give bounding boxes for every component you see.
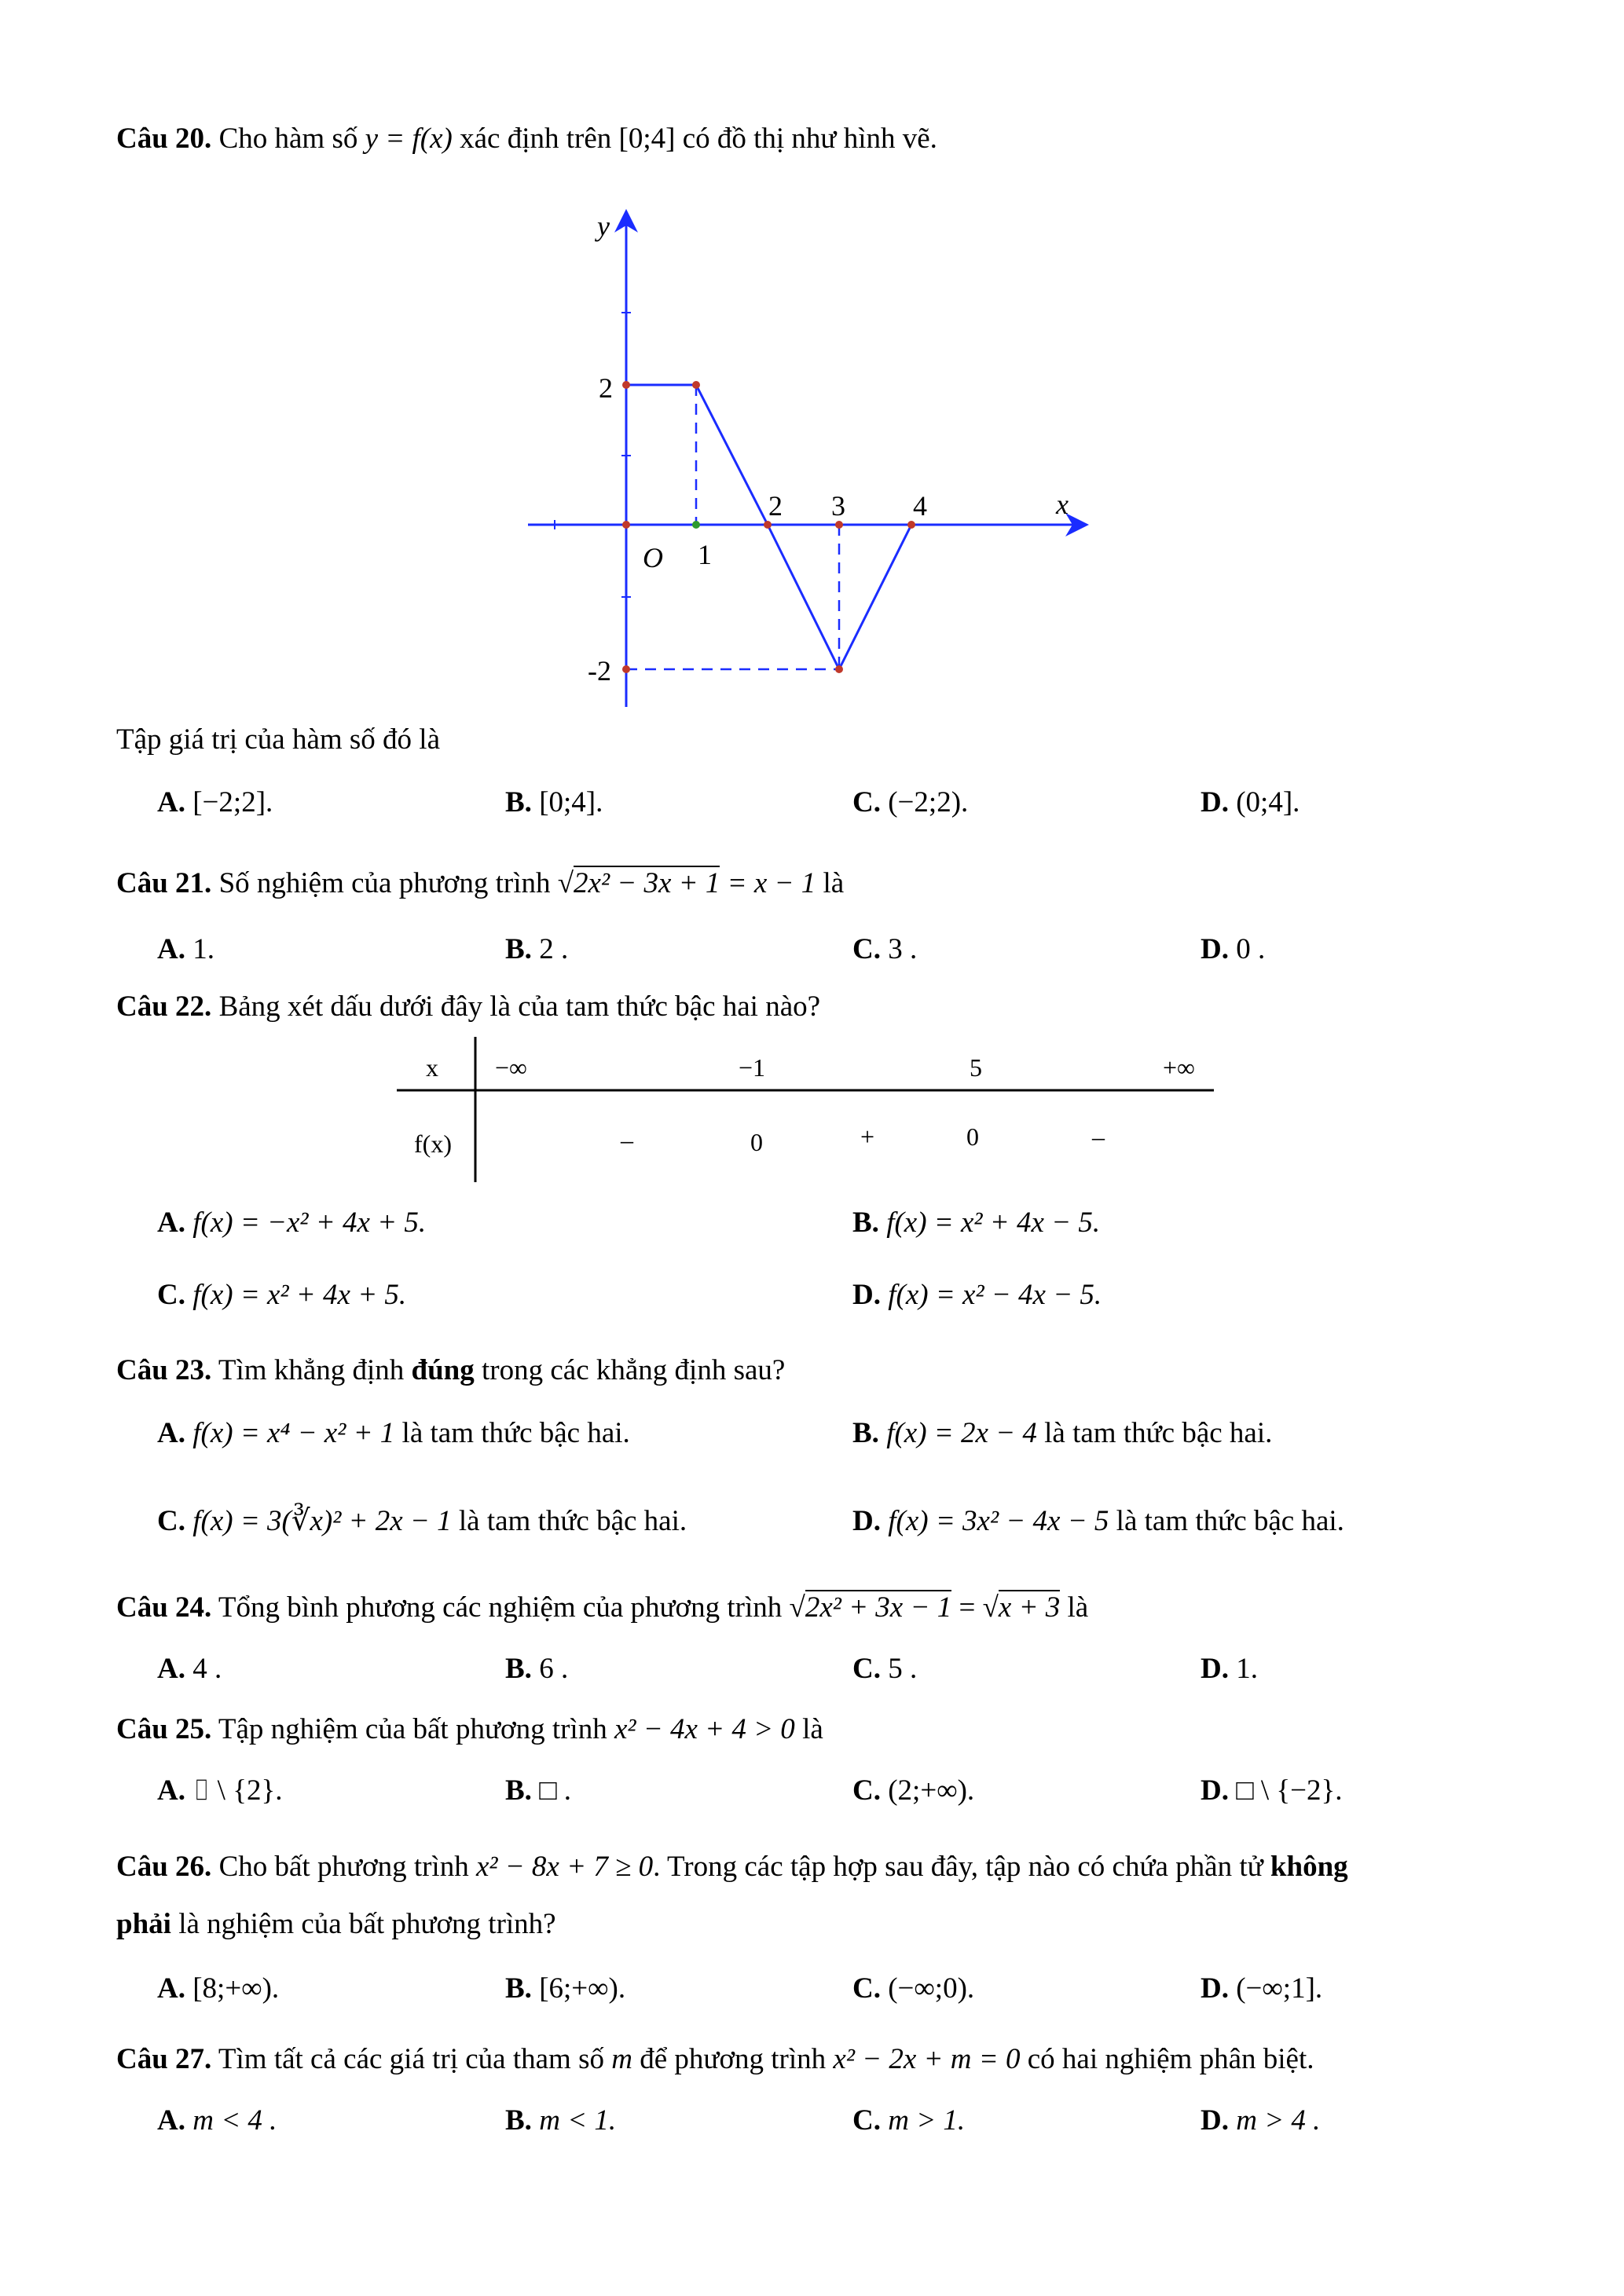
option-b	[852, 1206, 1100, 1240]
question-text: Bảng xét dấu dưới đây là của tam thức bậc hai nào?	[218, 991, 821, 1023]
option-value: f(x) = 2x − 4	[886, 1417, 1037, 1449]
question-emphasis: đúng	[411, 1354, 475, 1386]
question-text: Tìm tất cả các giá trị của tham số	[218, 2043, 604, 2075]
radical: √x + 3	[982, 1591, 1061, 1624]
option-value: □ \ {−2}.	[1236, 1774, 1343, 1807]
option-value: (−∞;0).	[888, 1972, 975, 2005]
radical: √2x² − 3x + 1	[557, 867, 720, 899]
option-label: D.	[1201, 1972, 1229, 2005]
question-number: Câu 26.	[116, 1851, 212, 1883]
question-text: là	[802, 1713, 823, 1745]
tick-label: 4	[913, 490, 927, 522]
option-value: m > 4 .	[1236, 2104, 1321, 2137]
question-27	[116, 2042, 1314, 2077]
option-value: 0 .	[1236, 933, 1266, 965]
question-text: là nghiệm của bất phương trình?	[178, 1908, 556, 1940]
option-label: A.	[157, 1653, 185, 1685]
option-label: B.	[505, 1653, 532, 1685]
option-label: B.	[505, 2104, 532, 2137]
option-a	[157, 1652, 222, 1686]
option-label: A.	[157, 2104, 185, 2137]
inequality: x² − 8x + 7 ≥ 0	[475, 1851, 654, 1883]
radicand: 2x² − 3x + 1	[574, 867, 720, 899]
graph-point	[835, 665, 843, 673]
option-label: A.	[157, 1972, 185, 2005]
origin-label: O	[643, 542, 663, 573]
option-value: [−2;2].	[192, 786, 273, 818]
option-b	[505, 1972, 625, 2006]
option-label: A.	[157, 786, 185, 818]
question-text: xác định trên	[460, 123, 612, 155]
option-value: f(x) = x⁴ − x² + 1	[192, 1417, 395, 1449]
option-d	[852, 1504, 1344, 1539]
radical: √2x² + 3x − 1	[789, 1591, 952, 1624]
option-tail: là tam thức bậc hai.	[401, 1417, 630, 1449]
option-c	[852, 1972, 974, 2006]
sign: 0	[966, 1122, 979, 1151]
radicand: x + 3	[998, 1591, 1061, 1624]
option-value: 6 .	[539, 1653, 569, 1685]
question-number: Câu 21.	[116, 867, 212, 899]
question-text: trong các khẳng định sau?	[482, 1354, 786, 1386]
y-axis-label: y	[597, 211, 610, 242]
question-number: Câu 22.	[116, 991, 212, 1023]
question-21	[116, 866, 844, 901]
sign: –	[1092, 1122, 1105, 1151]
option-label: A.	[157, 1207, 185, 1239]
option-label: B.	[852, 1207, 879, 1239]
question-emphasis: không	[1270, 1851, 1348, 1883]
x-value: +∞	[1163, 1053, 1195, 1082]
option-value: f(x) = x² + 4x + 5.	[192, 1279, 407, 1311]
option-value: □ .	[539, 1774, 572, 1807]
option-c	[852, 932, 917, 967]
equation-rhs: = x − 1	[727, 867, 816, 899]
question-text: để phương trình	[640, 2043, 827, 2075]
option-label: D.	[852, 1279, 881, 1311]
option-c	[852, 785, 968, 820]
option-value: f(x) = x² + 4x − 5.	[886, 1207, 1101, 1239]
option-value: (0;4].	[1236, 786, 1300, 818]
tick-label: 2	[768, 490, 783, 522]
tick-label: -2	[588, 655, 611, 687]
option-label: C.	[852, 1774, 881, 1807]
sign: +	[860, 1122, 875, 1151]
question-26-cont	[116, 1907, 556, 1942]
table-row-head: f(x)	[414, 1130, 452, 1158]
option-label: D.	[852, 1505, 881, 1537]
option-d	[1201, 1774, 1343, 1808]
graph-point	[692, 381, 700, 389]
question-text: Tìm khẳng định	[218, 1354, 405, 1386]
option-value: 1.	[192, 933, 214, 965]
option-label: C.	[852, 786, 881, 818]
table-row-head: x	[426, 1053, 438, 1082]
option-value: f(x) = −x² + 4x + 5.	[192, 1207, 427, 1239]
x-value: 5	[970, 1053, 982, 1082]
option-label: D.	[1201, 933, 1229, 965]
option-value: [6;+∞).	[539, 1972, 626, 2005]
question-number: Câu 20.	[116, 123, 212, 155]
option-a	[157, 1206, 426, 1240]
x-axis-label: x	[1056, 489, 1069, 520]
option-value: f(x) = 3(∛x)² + 2x − 1	[192, 1505, 452, 1537]
option-b	[505, 1652, 568, 1686]
option-label: A.	[157, 1417, 185, 1449]
option-value: (2;+∞).	[888, 1774, 975, 1807]
graph-point	[622, 665, 630, 673]
x-value: −1	[739, 1053, 766, 1082]
option-c	[852, 1652, 917, 1686]
option-a	[157, 1416, 630, 1451]
option-value: 5 .	[888, 1653, 918, 1685]
option-tail: là tam thức bậc hai.	[1116, 1505, 1344, 1537]
question-number: Câu 24.	[116, 1591, 212, 1624]
option-value: m < 1.	[539, 2104, 617, 2137]
question-text: có đồ thị như hình vẽ.	[682, 123, 937, 155]
option-value: 1.	[1236, 1653, 1258, 1685]
question-text: Tổng bình phương các nghiệm của phương trình	[218, 1591, 783, 1624]
option-label: D.	[1201, 1774, 1229, 1807]
question-26	[116, 1850, 1348, 1884]
equation: x² − 2x + m = 0	[833, 2043, 1021, 2075]
option-value: f(x) = x² − 4x − 5.	[888, 1279, 1102, 1311]
option-value: ⌷ \ {2}.	[192, 1774, 283, 1807]
tick-label: 1	[698, 539, 712, 570]
option-c	[852, 2104, 965, 2138]
option-label: C.	[157, 1505, 185, 1537]
parameter: m	[611, 2043, 632, 2075]
option-a	[157, 1774, 282, 1808]
option-label: D.	[1201, 2104, 1229, 2137]
question-text: có hai nghiệm phân biệt.	[1027, 2043, 1314, 2075]
question-23	[116, 1353, 785, 1388]
question-text: Cho hàm số	[218, 123, 358, 155]
option-d	[1201, 2104, 1320, 2138]
graph-point	[907, 521, 915, 529]
question-number: Câu 25.	[116, 1713, 212, 1745]
option-b	[852, 1416, 1272, 1451]
option-value: 2 .	[539, 933, 569, 965]
option-d	[1201, 1972, 1322, 2006]
option-label: B.	[505, 786, 532, 818]
question-24	[116, 1591, 1088, 1625]
option-value: (−∞;1].	[1236, 1972, 1323, 2005]
graph-point	[764, 521, 772, 529]
question-text: Số nghiệm của phương trình	[218, 867, 551, 899]
question-text: Cho bất phương trình	[218, 1851, 469, 1883]
question-text: Tập nghiệm của bất phương trình	[218, 1713, 607, 1745]
option-b	[505, 2104, 616, 2138]
question-text: là	[1067, 1591, 1089, 1624]
option-value: 3 .	[888, 933, 918, 965]
option-label: B.	[505, 933, 532, 965]
graph-point	[835, 521, 843, 529]
radicand: 2x² + 3x − 1	[805, 1591, 952, 1624]
option-value: [8;+∞).	[192, 1972, 280, 2005]
option-label: C.	[852, 1972, 881, 2005]
sign: –	[621, 1126, 633, 1154]
option-tail: là tam thức bậc hai.	[1044, 1417, 1273, 1449]
question-22	[116, 990, 820, 1024]
option-label: B.	[505, 1774, 532, 1807]
option-label: A.	[157, 933, 185, 965]
sign: 0	[750, 1128, 763, 1156]
option-label: D.	[1201, 786, 1229, 818]
domain-interval: [0;4]	[618, 123, 676, 155]
option-d	[1201, 785, 1300, 820]
option-c	[157, 1504, 687, 1539]
question-number: Câu 27.	[116, 2043, 212, 2075]
option-b	[505, 1774, 571, 1808]
question-emphasis: phải	[116, 1908, 171, 1940]
option-c	[852, 1774, 974, 1808]
option-value: [0;4].	[539, 786, 603, 818]
option-d	[1201, 1652, 1258, 1686]
option-a	[157, 932, 214, 967]
inequality: x² − 4x + 4 > 0	[614, 1713, 795, 1745]
option-label: C.	[852, 933, 881, 965]
tick-label: 3	[831, 490, 845, 522]
option-label: D.	[1201, 1653, 1229, 1685]
option-c	[157, 1278, 406, 1313]
function-expr: y = f(x)	[365, 123, 453, 155]
option-label: B.	[505, 1972, 532, 2005]
option-d	[852, 1278, 1102, 1313]
graph-point	[622, 381, 630, 389]
option-a	[157, 785, 273, 820]
option-value: m > 1.	[888, 2104, 966, 2137]
function-graph	[0, 0, 1624, 723]
option-a	[157, 1972, 279, 2006]
sign-table	[0, 1021, 1624, 1202]
question-text: là	[823, 867, 845, 899]
option-b	[505, 785, 603, 820]
graph-point	[692, 521, 700, 529]
question-text: . Trong các tập hợp sau đây, tập nào có chứa phần tử	[653, 1851, 1263, 1883]
option-value: (−2;2).	[888, 786, 969, 818]
option-value: 4 .	[192, 1653, 222, 1685]
question-number: Câu 23.	[116, 1354, 212, 1386]
graph-point	[622, 521, 630, 529]
option-label: A.	[157, 1774, 185, 1807]
option-b	[505, 932, 568, 967]
option-label: C.	[852, 1653, 881, 1685]
tick-label: 2	[599, 372, 613, 404]
option-label: C.	[157, 1279, 185, 1311]
equals-sign: =	[959, 1591, 976, 1624]
option-a	[157, 2104, 277, 2138]
question-text: Tập giá trị của hàm số đó là	[116, 723, 441, 756]
option-value: m < 4 .	[192, 2104, 277, 2137]
option-label: C.	[852, 2104, 881, 2137]
option-tail: là tam thức bậc hai.	[458, 1505, 687, 1537]
option-label: B.	[852, 1417, 879, 1449]
option-d	[1201, 932, 1265, 967]
option-value: f(x) = 3x² − 4x − 5	[888, 1505, 1109, 1537]
x-value: −∞	[495, 1053, 527, 1082]
question-25	[116, 1712, 823, 1747]
